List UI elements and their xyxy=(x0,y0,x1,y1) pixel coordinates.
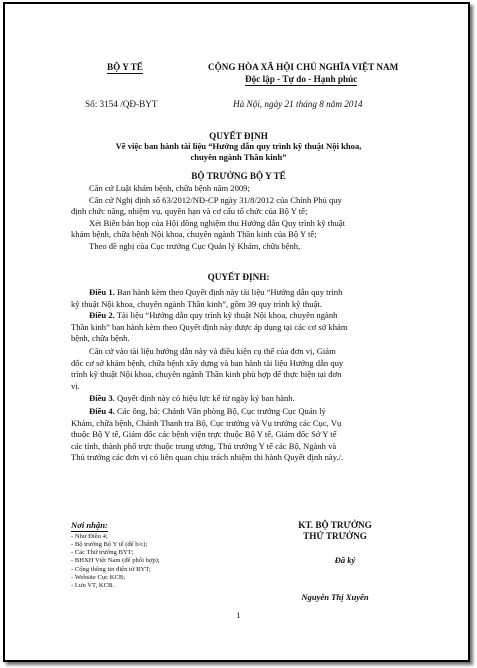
article-4 xyxy=(71,406,416,464)
article-2 xyxy=(71,310,416,345)
article-3-text: Quyết định này có hiệu lực kể từ ngày ký ban hành. xyxy=(116,393,295,403)
article-2-label: Điều 2. xyxy=(89,310,115,320)
decision-subject-line2: chuyên ngành Thần kinh” xyxy=(190,152,287,162)
recipient-item: - BHXH Việt Nam (để phối hợp); xyxy=(71,557,160,565)
signer-name: Nguyễn Thị Xuyên xyxy=(301,592,369,602)
recipients-label: Nơi nhận: xyxy=(71,520,108,532)
article-4-label: Điều 4. xyxy=(89,406,115,416)
article-4-text: Khám, chữa bệnh, Chánh Thanh tra Bộ, Cục trưởng và Vụ trưởng các Cục, Vụ xyxy=(71,417,342,428)
country-name: CỘNG HÒA XÃ HỘI CHỦ NGHĨA VIỆT NAM xyxy=(208,62,399,72)
decision-subject-line1: Về việc ban hành tài liệu “Hướng dẫn quy trình kỹ thuật Nội khoa, xyxy=(115,141,362,151)
article-1-text: Ban hành kèm theo Quyết định này tài liệu “Hướng dẫn quy trình xyxy=(116,287,343,297)
recipient-item: - Bộ trưởng Bộ Y tế (để b/c); xyxy=(71,541,148,549)
recipient-item: - Website Cục KCB; xyxy=(71,573,126,581)
ministry-name: BỘ Y TẾ xyxy=(107,62,143,72)
signed-mark: Đã ký xyxy=(334,555,356,565)
article-2-text: vị. xyxy=(71,380,80,391)
document-number: Số: 3154 /QĐ-BYT xyxy=(85,99,158,109)
signature-title-2: THỨ TRƯỞNG xyxy=(303,531,367,541)
article-4-text: Các ông, bà: Chánh Văn phòng Bộ, Cục trưởng Cục Quản lý xyxy=(116,406,326,416)
article-2-text: trình kỹ thuật Nội khoa, chuyên ngành Thần kinh phù hợp để thực hiện tại đơn xyxy=(71,369,342,380)
place-date: Hà Nội, ngày 21 tháng 8 năm 2014 xyxy=(233,99,363,109)
document-page xyxy=(3,2,470,662)
article-2-text: Thần kinh” ban hành kèm theo Quyết định này được áp dụng tại các cơ sở khám xyxy=(71,321,348,332)
preamble-line: khám bệnh, chữa bệnh Nội khoa, chuyên ngành Thần kinh của Bộ Y tế; xyxy=(71,229,317,240)
article-3 xyxy=(71,393,416,405)
recipient-item: - Như Điều 4; xyxy=(71,533,108,541)
article-4-text: các tỉnh, thành phố trực thuộc trung ương, Thủ trưởng Y tế các Bộ, Ngành và xyxy=(71,440,337,451)
recipient-item: - Cổng thông tin điện tử BYT; xyxy=(71,565,151,573)
page-number: 1 xyxy=(236,610,241,620)
decision-heading: QUYẾT ĐỊNH xyxy=(209,131,268,141)
preamble-block xyxy=(71,183,416,253)
preamble-line: Theo đề nghị của Cục trưởng Cục Quản lý Khám, chữa bệnh, xyxy=(89,240,301,251)
article-2-text: Tài liệu “Hướng dẫn quy trình kỹ thuật Nội khoa, chuyên ngành xyxy=(116,310,338,320)
preamble-line: Căn cứ Luật khám bệnh, chữa bệnh năm 2009; xyxy=(89,183,250,193)
authority-heading: BỘ TRƯỞNG BỘ Y TẾ xyxy=(191,171,286,181)
article-1 xyxy=(71,287,416,310)
signature-title-1: KT. BỘ TRƯỞNG xyxy=(298,520,372,530)
recipients-block xyxy=(71,520,160,590)
article-4-text: Thủ trưởng các đơn vị có liên quan chịu trách nhiệm thi hành Quyết định này./. xyxy=(71,452,344,463)
article-2-text: đốc cơ sở khám bệnh, chữa bệnh xây dựng và ban hành tài liệu Hướng dẫn quy xyxy=(71,357,344,368)
article-2-text: Căn cứ vào tài liệu hướng dẫn này và điều kiện cụ thể của đơn vị, Giám xyxy=(89,346,336,356)
article-4-text: thuộc Bộ Y tế, Giám đốc các bệnh viện trực thuộc Bộ Y tế, Giám đốc Sở Y tế xyxy=(71,429,337,440)
preamble-line: Xét Biên bản họp của Hội đồng nghiệm thu Hướng dẫn Quy trình kỹ thuật xyxy=(89,217,345,228)
preamble-line: Căn cứ Nghị định số 63/2012/NĐ-CP ngày 31/8/2012 của Chính Phủ quy xyxy=(89,194,342,205)
article-1-text: kỹ thuật Nội khoa, chuyên ngành Thần kinh”, gồm 39 quy trình kỹ thuật. xyxy=(71,298,322,309)
preamble-line: định chức năng, nhiệm vụ, quyền hạn và cơ cấu tổ chức của Bộ Y tế; xyxy=(71,206,308,217)
article-3-label: Điều 3. xyxy=(89,393,115,403)
recipient-item: - Các Thứ trưởng BYT; xyxy=(71,549,134,557)
article-1-label: Điều 1. xyxy=(89,287,115,297)
decides-heading: QUYẾT ĐỊNH: xyxy=(207,272,270,282)
article-2-text: bệnh, chữa bệnh. xyxy=(71,333,130,344)
recipient-item: - Lưu VT, KCB. xyxy=(71,581,115,589)
article-2-continued xyxy=(71,346,416,392)
national-motto: Độc lập - Tự do - Hạnh phúc xyxy=(245,74,358,84)
